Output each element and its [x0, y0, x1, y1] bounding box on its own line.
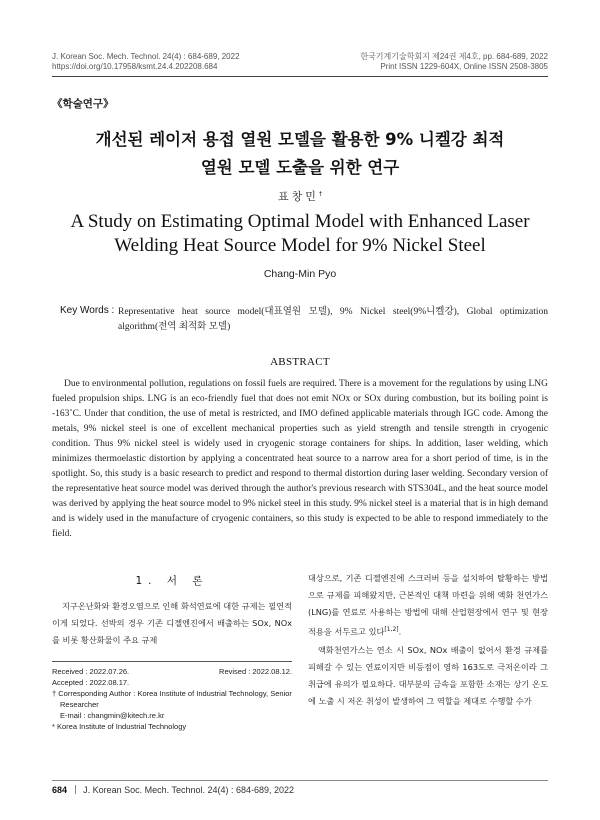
email-note[interactable]: E-mail : changmin@kitech.re.kr	[60, 711, 165, 720]
header-divider	[52, 76, 548, 77]
accepted-date: Accepted : 2022.08.17.	[52, 678, 130, 687]
body-paragraph-end: .	[398, 626, 402, 637]
body-paragraph	[308, 570, 548, 641]
keywords-text: Representative heat source model(대표열원 모델), 9% Nickel steel(9%니켈강), Global optimization algorithm(전역 최적화 모델)	[118, 307, 548, 332]
corresponding-author-note: † Corresponding Author : Korea Institute of Industrial Technology, Senior Researcher	[52, 689, 292, 709]
author-korean-name: 표창민	[278, 190, 319, 203]
abstract-heading: ABSTRACT	[270, 356, 330, 368]
body-paragraph-text: 대상으로, 기존 디젤엔진에 스크러버 등을 설치하여 탈황하는 방법으로 규제를 피해왔지만, 근본적인 대책 마련을 위해 액화 천연가스(LNG)를 연료로 사용하는 방법에 대해 산업현장에서 연구 및 현장 적용을 서두르고 있다	[308, 573, 548, 637]
title-english-line1: A Study on Estimating Optimal Model with Enhanced Laser	[70, 211, 530, 232]
received-date: Received : 2022.07.26.	[52, 667, 130, 676]
footer-citation: J. Korean Soc. Mech. Technol. 24(4) : 684-689, 2022	[83, 785, 295, 795]
journal-citation-korean: 한국기계기술학회지 제24권 제4호, pp. 684-689, 2022	[360, 52, 548, 61]
author-korean	[0, 188, 600, 204]
title-korean-line1: 개선된 레이저 용접 열원 모델을 활용한 9% 니켈강 최적	[95, 130, 505, 149]
citation-ref[interactable]: [1,2]	[384, 626, 399, 633]
affiliation-note: * Korea Institute of Industrial Technology	[52, 722, 187, 731]
issn-info: Print ISSN 1229-604X, Online ISSN 2508-3805	[380, 62, 548, 71]
journal-citation: J. Korean Soc. Mech. Technol. 24(4) : 684-689, 2022	[52, 52, 240, 61]
title-korean-line2: 열원 모델 도출을 위한 연구	[200, 158, 400, 177]
keywords-label: Key Words :	[60, 305, 115, 316]
body-paragraph: 액화천연가스는 연소 시 SOx, NOx 배출이 없어서 환경 규제를 피해갈 수 있는 연료이지만 비등점이 영하 163도로 극저온이라 그 취급에 유의가 필요하다. 대부분의 금속을 포함한 소재는 상기 온도에 노출 시 저온 취성이 발생하여 그 역할을 제대로 수행할 수가	[308, 644, 548, 706]
author-english: Chang-Min Pyo	[263, 268, 337, 280]
footer-separator	[75, 785, 76, 794]
footer-divider	[52, 780, 548, 781]
footnote-divider	[52, 661, 292, 662]
section-heading-introduction: 1. 서 론	[135, 575, 209, 587]
page-footer	[52, 785, 294, 795]
article-category: 《학술연구》	[52, 98, 114, 110]
doi-link[interactable]: https://doi.org/10.17958/ksmt.24.4.202208.684	[52, 62, 218, 71]
corresponding-mark: †	[318, 190, 322, 198]
title-korean	[40, 126, 560, 182]
title-english-line2: Welding Heat Source Model for 9% Nickel Steel	[114, 235, 486, 256]
journal-header-left	[52, 52, 240, 72]
revised-date: Revised : 2022.08.12.	[219, 667, 292, 676]
body-left-column: 지구온난화와 환경오염으로 인해 화석연료에 대한 규제는 필연적이게 되었다. 선박의 경우 기존 디젤엔진에서 배출하는 SOx, NOx를 비롯 황산화물이 주요 규제	[52, 601, 292, 645]
footnote-dates	[52, 666, 292, 732]
title-english	[60, 210, 540, 258]
abstract-body: Due to environmental pollution, regulations on fossil fuels are required. There is a movement for the regulations by using LNG fueled propulsion ships. LNG is an eco-friendly fuel that does not emit NOx or SOx during combustion, but its boiling point is -163˚C. Under that condition, the use of metal is restricted, and IMO defined applicable materials through IGC code. Among the metals, 9% nickel steel is one of excellent mechanical properties such as yield strength and tensile strength in cryogenic condition. Thus 9% nickel steel is widely used in cryogenic storage containers for ships. In addition, laser welding, which minimizes thermoelastic distortion by applying a concentrated heat source to a narrow area for a short period of time, is in the spotlight. So, this study is a basic research to predict and respond to thermal distortion during laser welding. Secondary version of the representative heat source model was derived through the author's previous research with STS304L, and the heat source model was derived by applying the heat source model to 9% nickel steel in this study. 9% nickel steel is a material that is in high demand and is widely used in the manufacture of cryogenic containers, so this study is expected to be able to respond immediately to the field.	[52, 379, 548, 539]
journal-header-right	[360, 52, 548, 72]
page-number: 684	[52, 785, 68, 795]
body-right-column	[308, 570, 548, 710]
